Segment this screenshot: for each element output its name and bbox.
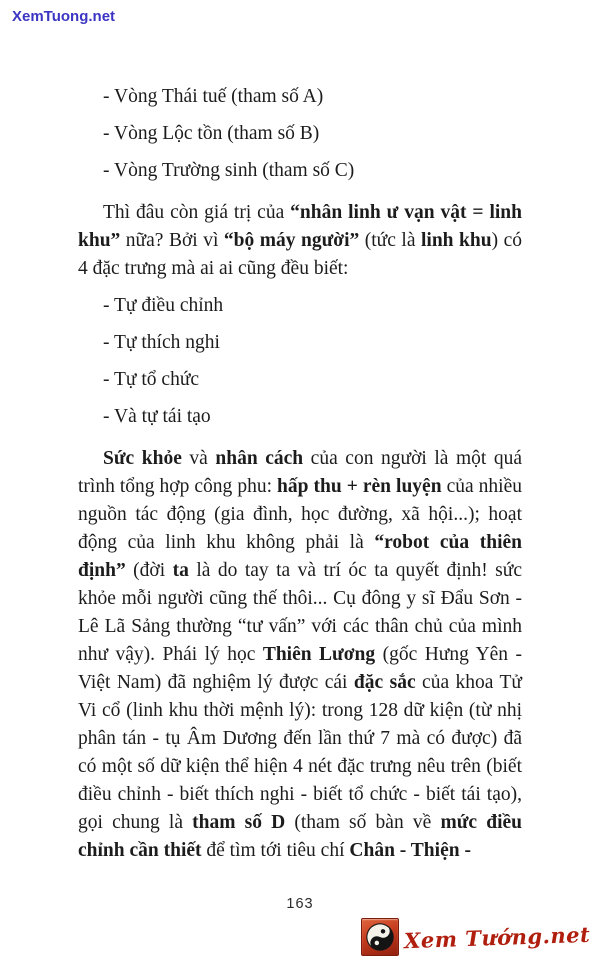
page-text-block [78, 83, 522, 874]
paragraph: Sức khỏe và nhân cách của con người là một quá trình tổng hợp công phu: hấp thu + rèn luyện của nhiều nguồn tác động (gia đình, học đường, xã hội...); hoạt động của linh khu không phải là “robot của thiên định” (đời ta là do tay ta và trí óc ta quyết định! sức khỏe mỗi người cũng thế thôi... Cụ đông y sĩ Đẩu Sơn - Lê Lã Sảng thường “tư vấn” với các thân chủ của mình như vậy). Phái lý học Thiên Lương (gốc Hưng Yên - Việt Nam) đã nghiệm lý được cái đặc sắc của khoa Tử Vi cổ (linh khu thời mệnh lý): trong 128 dữ kiện (từ nhị phân tán - tụ Âm Dương đến lần thứ 7 mà có được) đã có một số dữ kiện thể hiện 4 nét đặc trưng nêu trên (biết điều chỉnh - biết thích nghi - biết tổ chức - biết tái tạo), gọi chung là tham số D (tham số bàn về mức điều chỉnh cần thiết để tìm tới tiêu chí Chân - Thiện - [78, 448, 523, 861]
paragraph: Thì đâu còn giá trị của “nhân linh ư vạn vật = linh khu” nữa? Bởi vì “bộ máy người” (tức là linh khu) có 4 đặc trưng mà ai ai cũng đều biết: [78, 202, 522, 279]
yin-yang-icon [361, 918, 399, 956]
list-item: - Vòng Thái tuế (tham số A) [103, 86, 324, 107]
page-number: 163 [286, 896, 314, 912]
site-logo-text: Xem Tướng.net [403, 921, 591, 953]
watermark-link[interactable]: XemTuong.net [12, 8, 116, 25]
list-item: - Tự thích nghi [103, 332, 220, 353]
list-item: - Tự tổ chức [103, 369, 200, 390]
list-item: - Và tự tái tạo [103, 406, 211, 427]
list-item: - Vòng Trường sinh (tham số C) [103, 160, 355, 181]
site-logo-link[interactable] [361, 918, 590, 956]
list-item: - Vòng Lộc tồn (tham số B) [103, 123, 320, 144]
list-item: - Tự điều chỉnh [103, 295, 224, 316]
